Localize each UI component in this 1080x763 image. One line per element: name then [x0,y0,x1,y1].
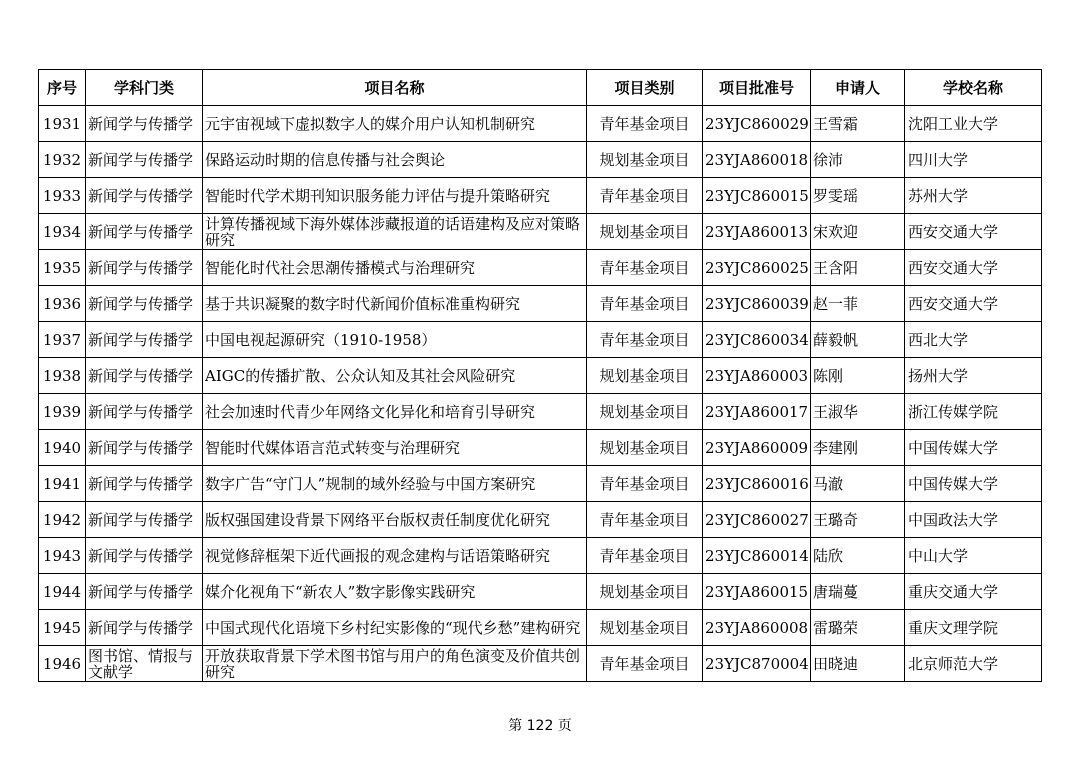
cell-school: 苏州大学 [905,178,1042,214]
cell-project-category: 规划基金项目 [587,610,703,646]
header-project-name: 项目名称 [203,70,587,106]
cell-approval-number: 23YJA860018 [703,142,811,178]
table-row [39,286,1042,322]
table-row [39,106,1042,142]
cell-applicant: 薛毅帆 [811,322,905,358]
header-approval-number: 项目批准号 [703,70,811,106]
header-applicant: 申请人 [811,70,905,106]
cell-project-category: 青年基金项目 [587,466,703,502]
cell-school: 中国传媒大学 [905,466,1042,502]
cell-project-category: 青年基金项目 [587,178,703,214]
cell-project-name: 数字广告“守门人”规制的域外经验与中国方案研究 [203,466,587,502]
cell-school: 西安交通大学 [905,286,1042,322]
table-row [39,610,1042,646]
cell-project-name: 智能时代媒体语言范式转变与治理研究 [203,430,587,466]
cell-project-category: 规划基金项目 [587,142,703,178]
cell-school: 西安交通大学 [905,214,1042,250]
cell-applicant: 唐瑞蔓 [811,574,905,610]
table-row [39,466,1042,502]
cell-project-name: 中国电视起源研究（1910-1958） [203,322,587,358]
cell-approval-number: 23YJC860029 [703,106,811,142]
table-row [39,214,1042,250]
table-row [39,574,1042,610]
cell-project-name: 开放获取背景下学术图书馆与用户的角色演变及价值共创研究 [203,646,587,682]
cell-discipline: 图书馆、情报与文献学 [86,646,203,682]
cell-index: 1935 [39,250,86,286]
cell-discipline: 新闻学与传播学 [86,178,203,214]
cell-discipline: 新闻学与传播学 [86,502,203,538]
cell-discipline: 新闻学与传播学 [86,538,203,574]
cell-applicant: 罗雯瑶 [811,178,905,214]
table-row [39,394,1042,430]
cell-index: 1946 [39,646,86,682]
cell-applicant: 雷璐荣 [811,610,905,646]
cell-approval-number: 23YJA860003 [703,358,811,394]
cell-project-category: 青年基金项目 [587,250,703,286]
cell-discipline: 新闻学与传播学 [86,214,203,250]
cell-index: 1932 [39,142,86,178]
cell-applicant: 马澈 [811,466,905,502]
cell-project-name: 媒介化视角下“新农人”数字影像实践研究 [203,574,587,610]
cell-applicant: 田晓迪 [811,646,905,682]
cell-project-name: 基于共识凝聚的数字时代新闻价值标准重构研究 [203,286,587,322]
cell-index: 1938 [39,358,86,394]
cell-project-name: 版权强国建设背景下网络平台版权责任制度优化研究 [203,502,587,538]
cell-approval-number: 23YJA860009 [703,430,811,466]
cell-project-category: 规划基金项目 [587,214,703,250]
cell-project-category: 规划基金项目 [587,394,703,430]
cell-project-category: 规划基金项目 [587,430,703,466]
cell-school: 中国传媒大学 [905,430,1042,466]
cell-index: 1939 [39,394,86,430]
cell-discipline: 新闻学与传播学 [86,358,203,394]
cell-project-name: 智能化时代社会思潮传播模式与治理研究 [203,250,587,286]
cell-approval-number: 23YJA860008 [703,610,811,646]
cell-index: 1931 [39,106,86,142]
cell-index: 1945 [39,610,86,646]
cell-project-category: 规划基金项目 [587,358,703,394]
cell-project-name: 计算传播视域下海外媒体涉藏报道的话语建构及应对策略研究 [203,214,587,250]
cell-project-category: 青年基金项目 [587,538,703,574]
cell-discipline: 新闻学与传播学 [86,394,203,430]
table-body [39,106,1042,682]
cell-approval-number: 23YJC860027 [703,502,811,538]
table-row [39,502,1042,538]
cell-project-name: 保路运动时期的信息传播与社会舆论 [203,142,587,178]
project-table-container [38,69,1042,682]
cell-school: 中国政法大学 [905,502,1042,538]
cell-applicant: 王璐奇 [811,502,905,538]
cell-project-name: 智能时代学术期刊知识服务能力评估与提升策略研究 [203,178,587,214]
table-row [39,358,1042,394]
cell-approval-number: 23YJA860013 [703,214,811,250]
cell-discipline: 新闻学与传播学 [86,142,203,178]
cell-project-name: 中国式现代化语境下乡村纪实影像的“现代乡愁”建构研究 [203,610,587,646]
cell-index: 1941 [39,466,86,502]
table-row [39,430,1042,466]
header-discipline: 学科门类 [86,70,203,106]
cell-school: 浙江传媒学院 [905,394,1042,430]
cell-project-category: 青年基金项目 [587,502,703,538]
cell-applicant: 王雪霜 [811,106,905,142]
cell-school: 西安交通大学 [905,250,1042,286]
cell-approval-number: 23YJA860017 [703,394,811,430]
cell-approval-number: 23YJC860014 [703,538,811,574]
cell-school: 北京师范大学 [905,646,1042,682]
table-row [39,250,1042,286]
cell-applicant: 赵一菲 [811,286,905,322]
cell-project-category: 青年基金项目 [587,286,703,322]
cell-approval-number: 23YJC860025 [703,250,811,286]
cell-project-category: 青年基金项目 [587,646,703,682]
table-row [39,322,1042,358]
cell-school: 中山大学 [905,538,1042,574]
table-row [39,142,1042,178]
cell-applicant: 徐沛 [811,142,905,178]
cell-approval-number: 23YJC860016 [703,466,811,502]
cell-project-name: AIGC的传播扩散、公众认知及其社会风险研究 [203,358,587,394]
cell-applicant: 陈刚 [811,358,905,394]
cell-school: 西北大学 [905,322,1042,358]
header-row [39,70,1042,106]
header-index: 序号 [39,70,86,106]
cell-approval-number: 23YJA860015 [703,574,811,610]
cell-project-category: 规划基金项目 [587,574,703,610]
cell-school: 沈阳工业大学 [905,106,1042,142]
cell-index: 1934 [39,214,86,250]
cell-project-category: 青年基金项目 [587,322,703,358]
cell-school: 重庆文理学院 [905,610,1042,646]
cell-project-name: 元宇宙视域下虚拟数字人的媒介用户认知机制研究 [203,106,587,142]
cell-discipline: 新闻学与传播学 [86,286,203,322]
cell-discipline: 新闻学与传播学 [86,250,203,286]
cell-school: 四川大学 [905,142,1042,178]
cell-discipline: 新闻学与传播学 [86,322,203,358]
cell-applicant: 李建刚 [811,430,905,466]
cell-project-name: 社会加速时代青少年网络文化异化和培育引导研究 [203,394,587,430]
cell-applicant: 宋欢迎 [811,214,905,250]
cell-index: 1936 [39,286,86,322]
cell-applicant: 王含阳 [811,250,905,286]
cell-index: 1942 [39,502,86,538]
cell-index: 1937 [39,322,86,358]
page-number: 第 122 页 [508,718,572,734]
cell-applicant: 王淑华 [811,394,905,430]
cell-approval-number: 23YJC870004 [703,646,811,682]
table-row [39,178,1042,214]
project-table [38,69,1042,682]
cell-school: 重庆交通大学 [905,574,1042,610]
header-school: 学校名称 [905,70,1042,106]
cell-discipline: 新闻学与传播学 [86,430,203,466]
table-header [39,70,1042,106]
header-project-category: 项目类别 [587,70,703,106]
cell-index: 1940 [39,430,86,466]
cell-applicant: 陆欣 [811,538,905,574]
cell-project-category: 青年基金项目 [587,106,703,142]
cell-discipline: 新闻学与传播学 [86,106,203,142]
cell-index: 1944 [39,574,86,610]
table-row [39,538,1042,574]
cell-approval-number: 23YJC860034 [703,322,811,358]
cell-index: 1933 [39,178,86,214]
cell-index: 1943 [39,538,86,574]
cell-school: 扬州大学 [905,358,1042,394]
cell-discipline: 新闻学与传播学 [86,574,203,610]
table-row [39,646,1042,682]
cell-approval-number: 23YJC860015 [703,178,811,214]
cell-discipline: 新闻学与传播学 [86,466,203,502]
cell-discipline: 新闻学与传播学 [86,610,203,646]
cell-project-name: 视觉修辞框架下近代画报的观念建构与话语策略研究 [203,538,587,574]
cell-approval-number: 23YJC860039 [703,286,811,322]
